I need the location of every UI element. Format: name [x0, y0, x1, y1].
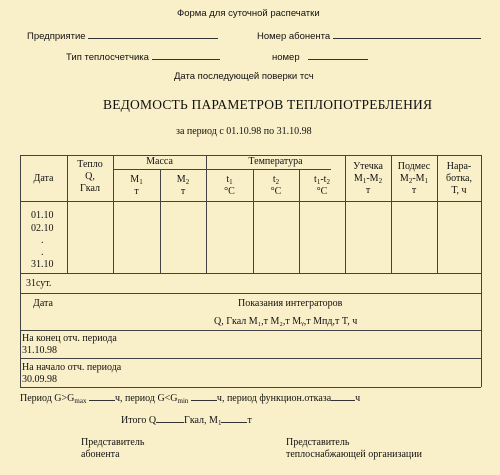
meter-type-field[interactable]	[152, 50, 220, 60]
header-hours-line1: Нара-	[446, 161, 472, 172]
header-m2-unit: т	[180, 186, 186, 197]
end-period-label: На конец отч. периода	[22, 333, 117, 344]
header-m2	[160, 174, 206, 198]
header-heat-line2: Q,	[85, 171, 95, 182]
meter-number-label: номер	[272, 52, 300, 63]
meter-number-field[interactable]	[308, 50, 368, 60]
header-temp-group: Температура	[248, 156, 303, 167]
header-date: Дата	[33, 173, 54, 184]
representative-supplier	[286, 437, 422, 461]
table-right-border	[481, 155, 482, 387]
header-t12	[299, 174, 345, 198]
rep-supplier-line1: Представитель	[286, 437, 350, 448]
meter-number	[272, 50, 368, 63]
header-hours	[437, 161, 481, 197]
data-bottom-rule	[20, 273, 481, 274]
header-leak-unit: т	[365, 185, 371, 196]
integrators-heading: Показания интеграторов	[238, 298, 343, 309]
header-heat-line1: Тепло	[77, 159, 103, 170]
meter-type-label: Тип теплосчетчика	[66, 52, 149, 63]
header-bottom-rule	[20, 201, 481, 202]
header-m1-unit: т	[134, 186, 139, 197]
subscriber-number	[257, 29, 481, 42]
representative-subscriber	[81, 437, 144, 461]
header-makeup-unit: т	[411, 185, 417, 196]
period-line: Период $G>G_{max}$ ч, период $G<G_{min}$ ч, период функцион.отказа ч	[20, 393, 361, 405]
header-heat-line3: Гкал	[79, 183, 100, 194]
header-heat	[67, 159, 113, 195]
header-mass-group: Масса	[146, 156, 173, 167]
date-row-last: 31.10	[31, 259, 54, 270]
header-hours-line3: Т, ч	[451, 185, 467, 196]
rep-subscriber-line1: Представитель	[81, 437, 145, 448]
period-min-field[interactable]	[191, 391, 217, 401]
enterprise-field[interactable]	[88, 29, 218, 39]
header-t2-unit: °C	[270, 186, 282, 197]
document-period: за период с 01.10.98 по 31.10.98	[176, 126, 312, 137]
header-m1	[113, 174, 160, 198]
period-max-field[interactable]	[89, 391, 115, 401]
header-t12-unit: °C	[316, 186, 328, 197]
date-row-2: 02.10	[31, 223, 54, 234]
form-title: Форма для суточной распечатки	[177, 8, 320, 19]
header-hours-line2: ботка,	[446, 173, 472, 184]
start-period-date: 30.09.98	[22, 374, 57, 385]
date-row-1: 01.10	[31, 210, 54, 221]
header-leak-line2: $M_1-M_2$	[353, 173, 383, 185]
enterprise-label	[27, 29, 218, 42]
col-divider-heat	[113, 155, 114, 273]
rep-subscriber-line2: абонента	[81, 449, 120, 460]
header-makeup-line1: Подмес	[397, 161, 431, 172]
subscriber-number-field[interactable]	[333, 29, 481, 39]
header-t1-label: $t_1$	[226, 174, 233, 186]
header-makeup-line2: $M_2-M_1$	[399, 173, 429, 185]
end-period-rule	[20, 358, 481, 359]
header-leak-line1: Утечка	[353, 161, 383, 172]
rep-supplier-line2: теплоснабжающей организации	[286, 449, 422, 460]
header-leak	[345, 161, 391, 197]
header-m1-label: $M_1$	[130, 174, 143, 186]
totals-line: Итого Q Гкал, $M_1$ т	[121, 415, 252, 427]
total-m1-field[interactable]	[221, 413, 247, 423]
date-row-dot-1: .	[41, 235, 44, 246]
integrators-date-label: Дата	[33, 298, 53, 309]
period-failure-field[interactable]	[331, 391, 355, 401]
header-t2-label: $t_2$	[272, 174, 280, 186]
header-m2-label: $M_2$	[176, 174, 190, 186]
integrators-subheading: Q, Гкал M₁,т M₂,т Mᵧ,т Mпд,т T, ч	[214, 316, 358, 327]
start-period-rule	[20, 387, 481, 388]
start-period-label: На начало отч. периода	[22, 362, 122, 373]
header-t1-unit: °C	[224, 186, 235, 197]
meter-type	[66, 50, 220, 63]
table-left-border	[20, 155, 21, 387]
enterprise-label-text: Предприятие	[27, 31, 86, 42]
header-makeup	[391, 161, 437, 197]
col-divider-mass	[206, 155, 207, 273]
header-t1	[206, 174, 253, 198]
total-q-field[interactable]	[156, 413, 184, 423]
total-days: 31сут.	[26, 278, 52, 289]
subscriber-number-label: Номер абонента	[257, 31, 331, 42]
header-t12-label: $t_1-t_2$	[314, 174, 330, 186]
integrator-heading-rule	[20, 330, 481, 331]
last-check-label: Дата последующей поверки тсч	[174, 71, 314, 82]
date-row-dot-2: .	[41, 247, 44, 258]
end-period-date: 31.10.98	[22, 345, 57, 356]
document-title: ВЕДОМОСТЬ ПАРАМЕТРОВ ТЕПЛОПОТРЕБЛЕНИЯ	[103, 97, 433, 112]
total-row-rule	[20, 293, 481, 294]
header-t2	[253, 174, 299, 198]
